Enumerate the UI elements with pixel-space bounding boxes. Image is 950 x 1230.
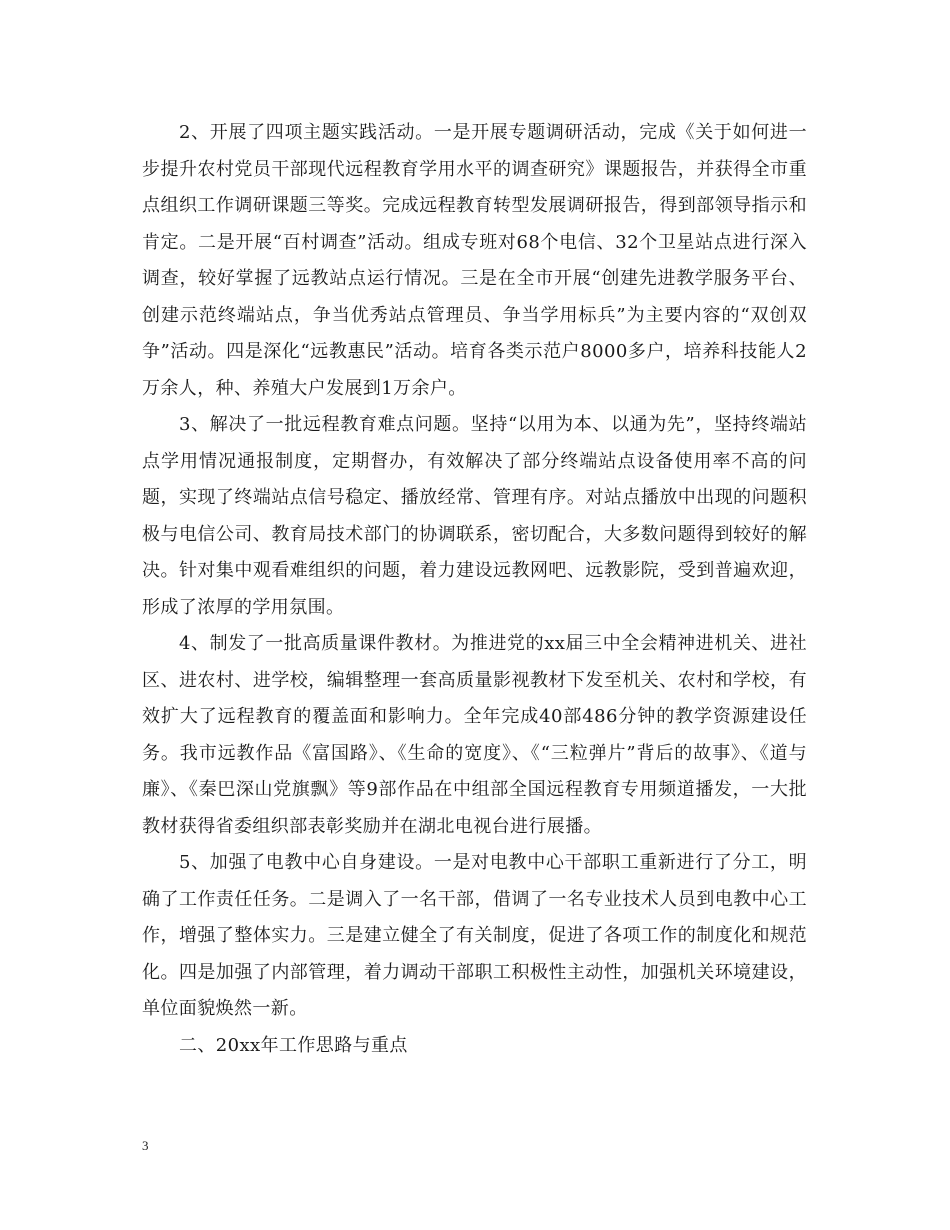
- document-body: [142, 115, 807, 1064]
- paragraph-3-difficult-problems: 3、解决了一批远程教育难点问题。坚持“以用为本、以通为先”，坚持终端站点学用情况通报制度，定期督办，有效解决了部分终端站点设备使用率不高的问题，实现了终端站点信号稳定、播放经常、管理有序。对站点播放中出现的问题积极与电信公司、教育局技术部门的协调联系，密切配合，大多数问题得到较好的解决。针对集中观看难组织的问题，着力建设远教网吧、远教影院，受到普遍欢迎，形成了浓厚的学用氛围。: [142, 414, 807, 618]
- section-heading-work-plan: 二、20xx年工作思路与重点: [179, 1034, 408, 1056]
- page-number: 3: [142, 1138, 149, 1153]
- paragraph-4-courseware: 4、制发了一批高质量课件教材。为推进党的xx届三中全会精神进机关、进社区、进农村、进学校，编辑整理一套高质量影视教材下发至机关、农村和学校，有效扩大了远程教育的覆盖面和影响力。全年完成40部486分钟的教学资源建设任务。我市远教作品《富国路》、《生命的宽度》、《“三粒弹片”背后的故事》、《道与廉》、《秦巴深山党旗飘》等9部作品在中组部全国远程教育专用频道播发，一大批教材获得省委组织部表彰奖励并在湖北电视台进行展播。: [142, 633, 807, 837]
- paragraph-5-center-building: 5、加强了电教中心自身建设。一是对电教中心干部职工重新进行了分工，明确了工作责任任务。二是调入了一名干部，借调了一名专业技术人员到电教中心工作，增强了整体实力。三是建立健全了有关制度，促进了各项工作的制度化和规范化。四是加强了内部管理，着力调动干部职工积极性主动性，加强机关环境建设，单位面貌焕然一新。: [142, 852, 807, 1019]
- paragraph-2-theme-activities: 2、开展了四项主题实践活动。一是开展专题调研活动，完成《关于如何进一步提升农村党员干部现代远程教育学用水平的调查研究》课题报告，并获得全市重点组织工作调研课题三等奖。完成远程教育转型发展调研报告，得到部领导指示和肯定。二是开展“百村调查”活动。组成专班对68个电信、32个卫星站点进行深入调查，较好掌握了远教站点运行情况。三是在全市开展“创建先进教学服务平台、创建示范终端站点，争当优秀站点管理员、争当学用标兵”为主要内容的“双创双争”活动。四是深化“远教惠民”活动。培育各类示范户8000多户，培养科技能人2万余人，种、养殖大户发展到1万余户。: [142, 122, 807, 399]
